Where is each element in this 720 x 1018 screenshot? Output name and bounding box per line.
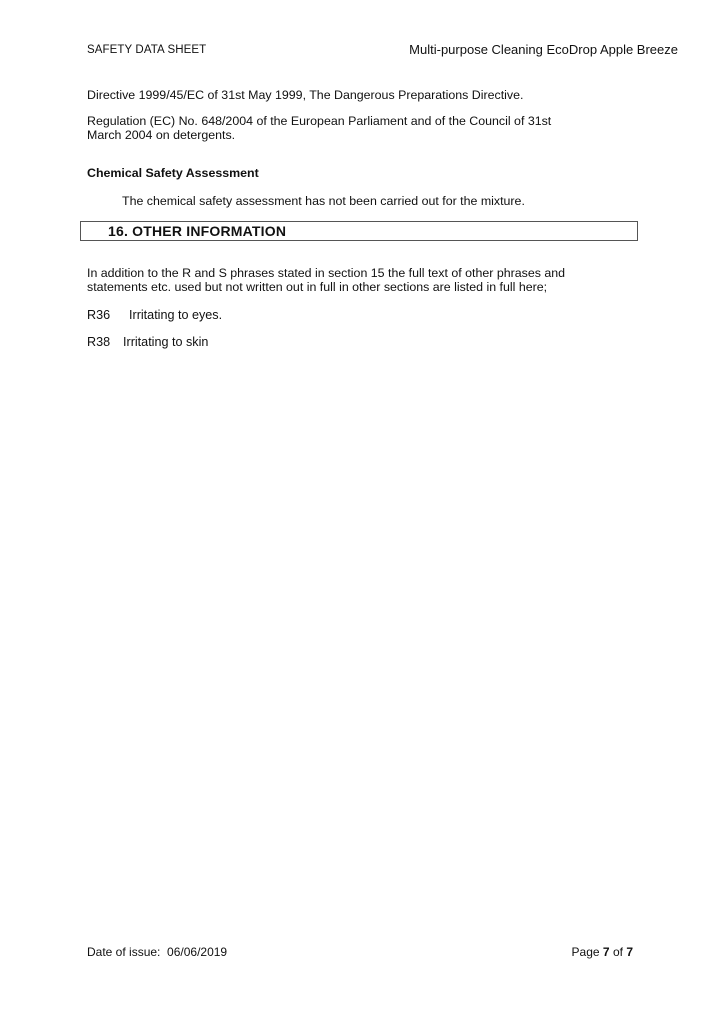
page-current: 7: [602, 945, 610, 959]
phrase-code: R36: [87, 308, 111, 322]
page-of: of: [612, 945, 623, 959]
regulation-paragraph: [87, 114, 610, 142]
other-info-paragraph: [87, 266, 617, 294]
issue-date-value: 06/06/2019: [167, 945, 228, 959]
section-16-title: 16. OTHER INFORMATION: [108, 223, 287, 239]
footer-issue-date: [87, 945, 227, 959]
header-doc-type: SAFETY DATA SHEET: [87, 44, 207, 56]
phrase-r36: [87, 308, 222, 322]
phrase-text: Irritating to skin: [123, 335, 209, 349]
regulation-line-2: March 2004 on detergents.: [87, 128, 236, 142]
footer-page-number: [572, 945, 633, 959]
directive-paragraph: Directive 1999/45/EC of 31st May 1999, The Dangerous Preparations Directive.: [87, 88, 524, 102]
page-label: Page: [571, 945, 600, 959]
phrase-code: R38: [87, 335, 111, 349]
regulation-line-1: Regulation (EC) No. 648/2004 of the European Parliament and of the Council of 31st: [87, 114, 552, 128]
other-info-line-1: In addition to the R and S phrases stated in section 15 the full text of other phrases and: [87, 266, 566, 280]
csa-heading: Chemical Safety Assessment: [87, 166, 259, 180]
header-product-name: Multi-purpose Cleaning EcoDrop Apple Breeze: [409, 42, 678, 57]
phrase-r38: [87, 335, 208, 349]
issue-date-label: Date of issue:: [87, 945, 161, 959]
section-16-header-box: [80, 221, 638, 241]
page-total: 7: [626, 945, 633, 959]
phrase-text: Irritating to eyes.: [129, 308, 223, 322]
csa-text: The chemical safety assessment has not been carried out for the mixture.: [122, 194, 525, 208]
other-info-line-2: statements etc. used but not written out in full in other sections are listed in full here;: [87, 280, 548, 294]
